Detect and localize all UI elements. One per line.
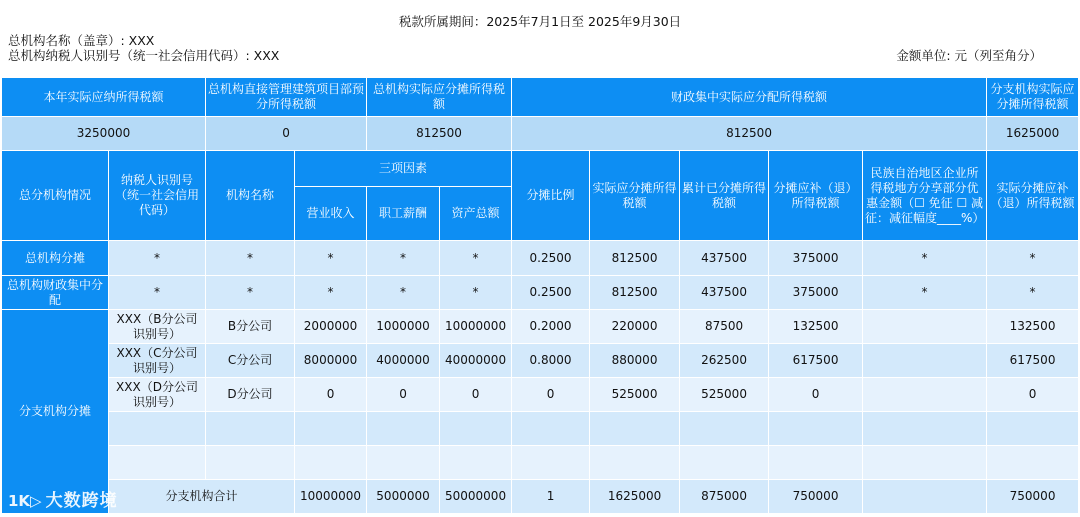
fiscal-paid-tax: 437500 (680, 276, 769, 310)
empty-cell (769, 412, 863, 446)
fiscal-cell: * (295, 276, 367, 310)
fiscal-cell: * (367, 276, 440, 310)
empty-cell (590, 446, 680, 480)
branch-supplement: 132500 (769, 310, 863, 344)
branch-revenue: 0 (295, 378, 367, 412)
branch-total-row (2, 480, 1079, 514)
branch-final-supplement: 617500 (987, 344, 1079, 378)
hq-paid-tax: 437500 (680, 241, 769, 276)
actual-supplement-header: 实际分摊应补（退）所得税额 (987, 151, 1079, 241)
fiscal-cell: * (109, 276, 206, 310)
empty-cell (206, 446, 295, 480)
branch-revenue: 2000000 (295, 310, 367, 344)
fiscal-ratio: 0.2500 (512, 276, 590, 310)
ethnic-benefit-header: 民族自治地区企业所得税地方分享部分优惠金额（☐ 免征 ☐ 减征：减征幅度____%） (863, 151, 987, 241)
empty-cell (680, 412, 769, 446)
branch-tax-header: 分支机构实际应分摊所得税额 (987, 78, 1079, 117)
total-assets: 50000000 (440, 480, 512, 514)
branch-assets: 0 (440, 378, 512, 412)
actual-tax-header: 实际应分摊所得税额 (590, 151, 680, 241)
amount-unit: 金额单位: 元（列至角分） (896, 48, 1042, 63)
fiscal-allocation-label: 总机构财政集中分配 (2, 276, 109, 310)
empty-cell (206, 412, 295, 446)
hq-cell: * (109, 241, 206, 276)
watermark-logo (8, 486, 118, 511)
tax-period: 税款所属期间：2025年7月1日至 2025年9月30日 (398, 14, 682, 29)
total-final-supplement: 750000 (987, 480, 1079, 514)
branch-total-label: 分支机构合计 (109, 480, 295, 514)
hq-cell: * (367, 241, 440, 276)
hq-allocation-row (2, 241, 1079, 276)
branch-tax-value: 1625000 (987, 117, 1079, 151)
branch-assets: 10000000 (440, 310, 512, 344)
tax-id-header: 纳税人识别号（统一社会信用代码） (109, 151, 206, 241)
branch-row-d (2, 378, 1079, 412)
branch-name: C分公司 (206, 344, 295, 378)
empty-cell (512, 412, 590, 446)
salary-header: 职工薪酬 (367, 187, 440, 241)
watermark-mark: 1K▷ (8, 492, 42, 510)
branch-paid-tax: 262500 (680, 344, 769, 378)
hq-allocated-tax-header: 总机构实际应分摊所得税额 (367, 78, 512, 117)
supplement-header: 分摊应补（退）所得税额 (769, 151, 863, 241)
branch-ethnic-benefit (863, 310, 987, 344)
fiscal-actual-tax: 812500 (590, 276, 680, 310)
total-revenue: 10000000 (295, 480, 367, 514)
paid-tax-header: 累计已分摊所得税额 (680, 151, 769, 241)
empty-cell (367, 412, 440, 446)
branch-name: D分公司 (206, 378, 295, 412)
empty-cell (440, 412, 512, 446)
assets-header: 资产总额 (440, 187, 512, 241)
branch-empty-row (2, 446, 1079, 480)
branch-salary: 1000000 (367, 310, 440, 344)
branch-actual-tax: 220000 (590, 310, 680, 344)
branch-paid-tax: 87500 (680, 310, 769, 344)
branch-supplement: 0 (769, 378, 863, 412)
branch-tax-id: XXX（B分公司识别号） (109, 310, 206, 344)
fiscal-allocation-row (2, 276, 1079, 310)
fiscal-tax-value: 812500 (512, 117, 987, 151)
branch-actual-tax: 880000 (590, 344, 680, 378)
fiscal-cell: * (987, 276, 1079, 310)
branch-ethnic-benefit (863, 344, 987, 378)
hq-allocated-tax-value: 812500 (367, 117, 512, 151)
empty-cell (987, 446, 1079, 480)
total-ratio: 1 (512, 480, 590, 514)
total-salary: 5000000 (367, 480, 440, 514)
hq-ratio: 0.2500 (512, 241, 590, 276)
empty-cell (295, 412, 367, 446)
branch-revenue: 8000000 (295, 344, 367, 378)
tax-allocation-table (1, 77, 1079, 514)
hq-actual-tax: 812500 (590, 241, 680, 276)
empty-cell (367, 446, 440, 480)
branch-empty-row (2, 412, 1079, 446)
empty-cell (987, 412, 1079, 446)
branch-final-supplement: 0 (987, 378, 1079, 412)
hq-supplement: 375000 (769, 241, 863, 276)
total-supplement: 750000 (769, 480, 863, 514)
empty-cell (109, 412, 206, 446)
branch-actual-tax: 525000 (590, 378, 680, 412)
three-factors-header: 三项因素 (295, 151, 512, 187)
branch-allocation-label: 分支机构分摊 (2, 310, 109, 514)
fiscal-tax-header: 财政集中实际应分配所得税额 (512, 78, 987, 117)
hq-cell: * (987, 241, 1079, 276)
org-tax-id: 总机构纳税人识别号（统一社会信用代码）: XXX (8, 48, 280, 63)
watermark-text: 大数跨境 (45, 491, 118, 511)
summary-header-row (2, 78, 1079, 117)
hq-cell: * (295, 241, 367, 276)
empty-cell (109, 446, 206, 480)
fiscal-cell: * (863, 276, 987, 310)
empty-cell (440, 446, 512, 480)
summary-value-row (2, 117, 1079, 151)
detail-header-row-1 (2, 151, 1079, 187)
branch-supplement: 617500 (769, 344, 863, 378)
ratio-header: 分摊比例 (512, 151, 590, 241)
branch-ratio: 0.8000 (512, 344, 590, 378)
empty-cell (863, 446, 987, 480)
empty-cell (512, 446, 590, 480)
hq-cell: * (206, 241, 295, 276)
empty-cell (769, 446, 863, 480)
empty-cell (863, 412, 987, 446)
org-name-header: 机构名称 (206, 151, 295, 241)
total-paid-tax: 875000 (680, 480, 769, 514)
branch-ratio: 0.2000 (512, 310, 590, 344)
empty-cell (295, 446, 367, 480)
branch-tax-id: XXX（C分公司识别号） (109, 344, 206, 378)
branch-salary: 0 (367, 378, 440, 412)
fiscal-cell: * (440, 276, 512, 310)
branch-name: B分公司 (206, 310, 295, 344)
situation-header: 总分机构情况 (2, 151, 109, 241)
branch-tax-id: XXX（D分公司识别号） (109, 378, 206, 412)
annual-tax-header: 本年实际应纳所得税额 (2, 78, 206, 117)
fiscal-supplement: 375000 (769, 276, 863, 310)
empty-cell (590, 412, 680, 446)
branch-ratio: 0 (512, 378, 590, 412)
hq-project-tax-header: 总机构直接管理建筑项目部预分所得税额 (206, 78, 367, 117)
branch-paid-tax: 525000 (680, 378, 769, 412)
empty-cell (680, 446, 769, 480)
total-actual-tax: 1625000 (590, 480, 680, 514)
branch-assets: 40000000 (440, 344, 512, 378)
branch-final-supplement: 132500 (987, 310, 1079, 344)
revenue-header: 营业收入 (295, 187, 367, 241)
hq-cell: * (863, 241, 987, 276)
hq-cell: * (440, 241, 512, 276)
branch-row-b (2, 310, 1079, 344)
hq-project-tax-value: 0 (206, 117, 367, 151)
annual-tax-value: 3250000 (2, 117, 206, 151)
branch-salary: 4000000 (367, 344, 440, 378)
hq-allocation-label: 总机构分摊 (2, 241, 109, 276)
branch-ethnic-benefit (863, 378, 987, 412)
branch-row-c (2, 344, 1079, 378)
fiscal-cell: * (206, 276, 295, 310)
org-name: 总机构名称（盖章）: XXX (8, 33, 155, 48)
total-ethnic-benefit (863, 480, 987, 514)
